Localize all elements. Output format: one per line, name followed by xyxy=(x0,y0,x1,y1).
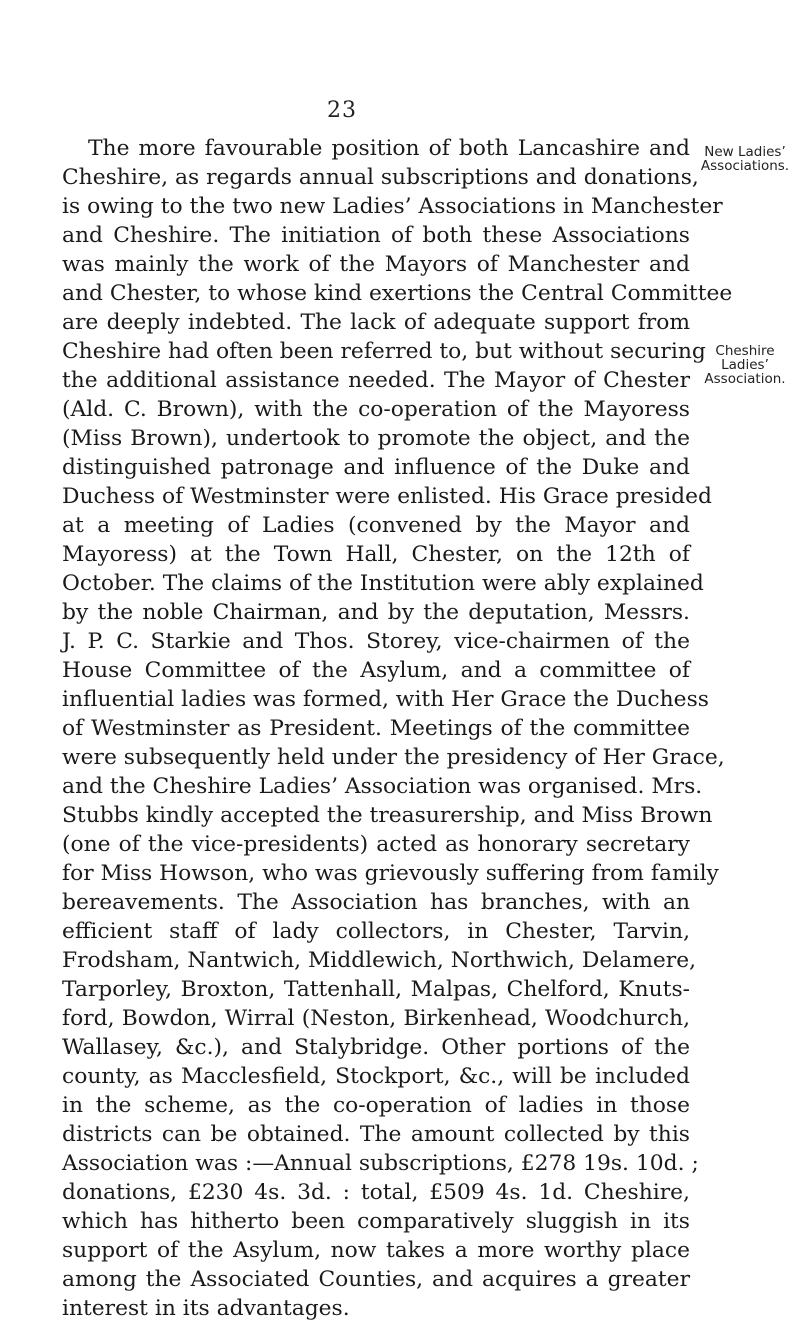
text-line: county, as Macclesfield, Stockport, &c., will be included xyxy=(62,1064,690,1089)
text-line: by the noble Chairman, and by the deputation, Messrs. xyxy=(62,600,690,625)
text-line: among the Associated Counties, and acquires a greater xyxy=(62,1267,690,1292)
page-number: 23 xyxy=(327,98,357,123)
text-line: Wallasey, &c.), and Stalybridge. Other portions of the xyxy=(62,1035,690,1060)
text-line: was mainly the work of the Mayors of Manchester and xyxy=(62,252,690,277)
text-line: districts can be obtained. The amount collected by this xyxy=(62,1122,690,1147)
text-line: Frodsham, Nantwich, Middlewich, Northwich, Delamere, xyxy=(62,948,697,973)
margin-note-line: Associations. xyxy=(700,158,790,174)
text-line: at a meeting of Ladies (convened by the Mayor and xyxy=(62,513,690,538)
text-line: in the scheme, as the co-operation of ladies in those xyxy=(62,1093,690,1118)
margin-note-line: Cheshire xyxy=(715,343,775,359)
text-line: House Committee of the Asylum, and a committee of xyxy=(62,658,690,683)
text-line: of Westminster as President. Meetings of the committee xyxy=(62,716,690,741)
text-line: Stubbs kindly accepted the treasurership, and Miss Brown xyxy=(62,803,713,828)
text-line: (one of the vice-presidents) acted as honorary secretary xyxy=(62,832,690,857)
text-line: Mayoress) at the Town Hall, Chester, on the 12th of xyxy=(62,542,690,567)
text-line: influential ladies was formed, with Her Grace the Duchess xyxy=(62,687,709,712)
text-line: support of the Asylum, now takes a more worthy place xyxy=(62,1238,690,1263)
text-line: Duchess of Westminster were enlisted. His Grace presided xyxy=(62,484,712,509)
text-line: interest in its advantages. xyxy=(62,1296,350,1321)
text-line: were subsequently held under the presidency of Her Grace, xyxy=(62,745,725,770)
text-line: bereavements. The Association has branches, with an xyxy=(62,890,690,915)
text-line: are deeply indebted. The lack of adequate support from xyxy=(62,310,690,335)
margin-note-cheshire-ladies-association xyxy=(696,344,794,386)
text-line: donations, £230 4s. 3d. : total, £509 4s. 1d. Cheshire, xyxy=(62,1180,690,1205)
margin-note-line: Ladies’ xyxy=(721,357,769,373)
text-line: Cheshire, as regards annual subscriptions and donations, xyxy=(62,165,699,190)
text-line: and Chester, to whose kind exertions the Central Committee xyxy=(62,281,733,306)
body-paragraph xyxy=(62,134,733,1323)
text-line: which has hitherto been comparatively sluggish in its xyxy=(62,1209,690,1234)
text-line: October. The claims of the Institution were ably explained xyxy=(62,571,704,596)
text-line: and the Cheshire Ladies’ Association was organised. Mrs. xyxy=(62,774,703,799)
text-line: Tarporley, Broxton, Tattenhall, Malpas, Chelford, Knuts- xyxy=(62,977,690,1002)
text-line: the additional assistance needed. The Mayor of Chester xyxy=(62,368,690,393)
text-line: efficient staff of lady collectors, in Chester, Tarvin, xyxy=(62,919,690,944)
margin-note-line: Association. xyxy=(704,371,786,387)
text-line: is owing to the two new Ladies’ Associations in Manchester xyxy=(62,194,723,219)
text-line: J. P. C. Starkie and Thos. Storey, vice-chairmen of the xyxy=(62,629,690,654)
text-line: ford, Bowdon, Wirral (Neston, Birkenhead, Woodchurch, xyxy=(62,1006,690,1031)
margin-note-line: New Ladies’ xyxy=(704,144,786,160)
text-line: (Ald. C. Brown), with the co-operation of the Mayoress xyxy=(62,397,690,422)
text-line: distinguished patronage and influence of the Duke and xyxy=(62,455,690,480)
text-line: and Cheshire. The initiation of both these Associations xyxy=(62,223,690,248)
text-line: (Miss Brown), undertook to promote the object, and the xyxy=(62,426,690,451)
text-line: Cheshire had often been referred to, but without securing xyxy=(62,339,706,364)
text-line: The more favourable position of both Lancashire and xyxy=(88,136,690,161)
text-line: Association was :—Annual subscriptions, £278 19s. 10d. ; xyxy=(62,1151,699,1176)
margin-note-new-ladies-associations xyxy=(696,145,794,173)
text-line: for Miss Howson, who was grievously suffering from family xyxy=(62,861,719,886)
